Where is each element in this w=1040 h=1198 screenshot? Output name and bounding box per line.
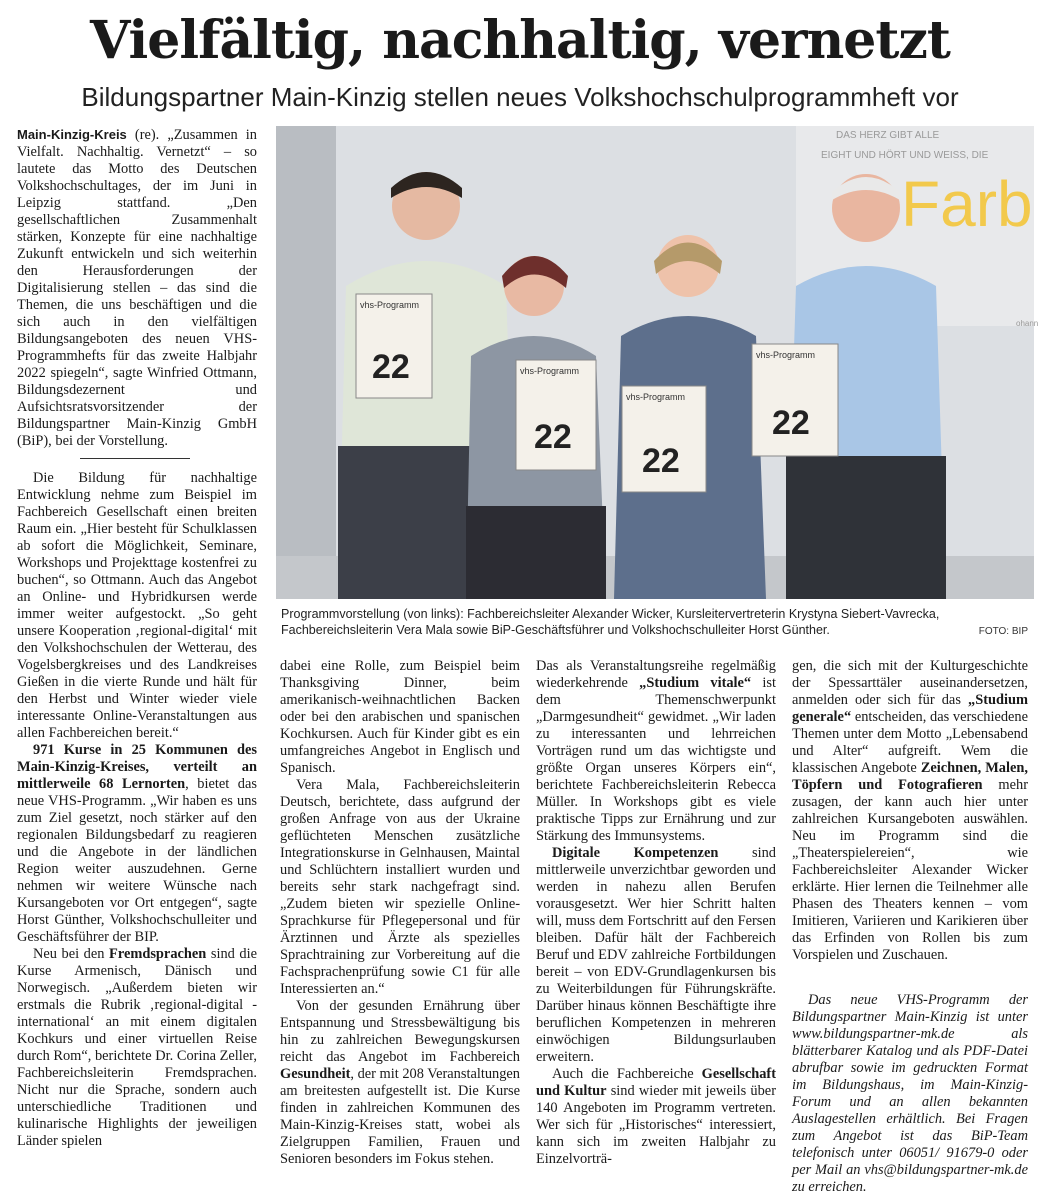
bold-term: Gesundheit [280, 1066, 351, 1082]
paragraph-text: Von der gesunden Ernährung über Entspannung und Stressbewältigung bis hin zu zahlreichen Bewegungskursen reicht das Angebot im Fachbereich [280, 998, 520, 1065]
booklet-3 [622, 386, 706, 492]
paragraph [536, 658, 776, 845]
article-photo [276, 126, 1039, 599]
paragraph [536, 845, 776, 1066]
bold-lead: 971 Kurse in 25 Kommunen des Main-Kinzig-Kreises, verteilt an mittlerweile 68 Lernorten [17, 742, 257, 792]
bold-term: Digitale Kompetenzen [552, 845, 719, 861]
article-column-1 [17, 126, 257, 450]
paragraph-text: entscheiden, das verschiedene Themen unter dem Motto „Lebensabend und Alter“ aufgreift. Wem die klassischen Angebote [792, 709, 1028, 776]
paragraph-text: ist dem Themenschwerpunkt „Darmgesundheit“ gewidmet. „Wir laden zu interessanten und lehrreichen Vorträgen rund um das wichtigste und größte Organ unseres Körpers ein“, berichtete Fachbereichsleiterin Rebecca Müller. In Workshops gibt es viele praktische Tipps zur Ernährung und zur Stärkung des Immunsystems. [536, 675, 776, 844]
paragraph-text: Das als Veranstaltungsreihe regelmäßig wiederkehrende [536, 658, 776, 691]
paragraph [280, 998, 520, 1168]
paragraph-text: sind mittlerweile unverzichtbar geworden und werden in nahezu allen Berufen vorausgesetzt. Wer hier Schritt halten will, muss dem Fortschritt auf den Fersen bleiben. Dafür hält der Fachbereich Beruf und EDV zahlreiche Fortbildungen bereit – von EDV-Grundlagenkursen bis zu Weiterbildungen für Führungskräfte. Darüber hinaus können Beschäftigte ihre beruflichen Kompetenzen in mehreren einwöchigen Bildungsurlauben erweitern. [536, 845, 776, 1065]
booklet-4 [752, 344, 838, 456]
paragraph-text: , der mit 208 Veranstaltungen am breitesten aufgestellt ist. Die Kurse finden in zahlreichen Kommunen des Main-Kinzig-Kreises statt, wobei als Zielgruppen Familien, Frauen und Senioren besonders im Fokus stehen. [280, 1066, 520, 1167]
paragraph-text: Neu bei den [33, 946, 110, 962]
svg-text:22: 22 [372, 348, 410, 386]
photo-illustration [276, 126, 1039, 599]
paragraph [536, 1066, 776, 1168]
subheadline: Bildungspartner Main-Kinzig stellen neues Volkshochschulprogrammheft vor [81, 82, 959, 112]
paragraph [17, 742, 257, 946]
paragraph: Vera Mala, Fachbereichsleiterin Deutsch, berichtete, dass aufgrund der großen Anfrage von aus der Ukraine geflüchteten Menschen zusätzliche Integrationskurse in Gelnhausen, Maintal und Schlüchtern installiert wurden und bereits sehr stark nachgefragt sind. „Zudem bieten wir spezielle Online-Sprachkurse für Pflegepersonal und für Ärztinnen und Ärzte als spezielles Sprachtraining zur Vorbereitung auf die Fachsprachenprüfung sowie C1 für alle Interessierten an.“ [280, 777, 520, 997]
lead-paragraph [17, 126, 257, 450]
svg-text:22: 22 [642, 442, 680, 480]
booklet-1 [356, 294, 432, 398]
paragraph-text: Auch die Fachbereiche [552, 1066, 702, 1082]
wall-text-2: EIGHT UND HÖRT UND WEISS, DIE [821, 150, 989, 161]
lead-text: (re). „Zusammen in Vielfalt. Nachhaltig. Vernetzt“ – so lautete das Motto des Deutschen Volkshochschultages, der im Juni in Leipzig stattfand. „Den gesellschaftlichen Zusammenhalt stärken, Konzepte für eine nachhaltige Zukunft entwickeln und sich weiterhin den Herausforderungen der Digitalisierung stellen – das sind die Themen, die uns beschäftigen und die sich auch in den vielfältigen Bildungsangeboten des neuen VHS-Programmhefts für das zweite Halbjahr 2022 spiegeln“, sagte Winfried Ottmann, Bildungsdezernent und Aufsichtsratsvorsitzender der Bildungspartner Main-Kinzig GmbH (BiP), bei der Vorstellung. [17, 127, 257, 449]
article-column-4 [792, 658, 1028, 964]
paragraph: Die Bildung für nachhaltige Entwicklung nehme zum Beispiel im Fachbereich Gesellschaft einen breiten Raum ein. „Hier besteht für Schulklassen ab sofort die Möglichkeit, Seminare, Workshops und Projekttage kostenfrei zu buchen“, so Ottmann. Auch das Angebot an Online- und Hybridkursen werde immer weiter aufgestockt. „So geht unsere Kooperation ‚regional-digital‘ mit den Volkshochschulen der Wetterau, des Vogelsbergkreises und des Landkreises Gießen in die vierte Runde und hält für den Herbst und Winter wieder viele interessante Online-Veranstaltungen aus allen Fachbereichen bereit.“ [17, 470, 257, 741]
closing-info [792, 992, 1028, 1196]
article-column-2 [280, 658, 520, 1168]
paragraph [17, 946, 257, 1150]
bold-term: Zeichnen, Malen, Töpfern und Fotografieren [792, 760, 1028, 793]
section-divider [80, 458, 190, 459]
paragraph: dabei eine Rolle, zum Beispiel beim Thanksgiving Dinner, beim amerikanisch-weihnachtlichen Backen oder bei den arabischen und spanischen Kochkursen. Auch für Kinder gibt es ein umfangreiches Angebot in Englisch und Spanisch. [280, 658, 520, 776]
paragraph-text: sind wieder mit jeweils über 140 Angeboten im Programm vertreten. Wer sich für „Historisches“ interessiert, kann sich im zweiten Halbjahr zu Einzelvorträ- [536, 1083, 776, 1167]
photo-caption: Programmvorstellung (von links): Fachbereichsleiter Alexander Wicker, Kursleitervertreterin Krystyna Siebert-Vavrecka, Fachbereichsleiterin Vera Mala sowie BiP-Geschäftsführer und Volkshochschulleiter Horst Günther. [281, 607, 940, 637]
paragraph-text: , bietet das neue VHS-Programm. „Wir haben es uns zum Ziel gesetzt, noch stärker auf den regionalen Bildungsbedarf zu reagieren und die Angebote in der ländlichen Region weiter auszudehnen. Gerne nehmen wir weitere Wünsche nach Kursangeboten vor Ort entgegen“, sagte Horst Günther, Volkshochschulleiter und Geschäftsführer der BIP. [17, 776, 257, 945]
svg-text:vhs-Programm: vhs-Programm [756, 350, 816, 360]
paragraph-text: gen, die sich mit der Kulturgeschichte der Spessarttäler auseinandersetzen, anmelden oder sich für das [792, 658, 1028, 708]
bold-term: „Studium vitale“ [639, 675, 752, 691]
booklet-2 [516, 360, 596, 470]
paragraph [792, 658, 1028, 964]
closing-paragraph: Das neue VHS-Programm der Bildungspartner Main-Kinzig ist unter www.bildungspartner-mk.de als blätterbarer Katalog und als PDF-Datei abrufbar sowie im gedruckten Format im Bildungshaus, im Main-Kinzig-Forum und an allen bekannten Auslagestellen erhältlich. Bei Fragen zum Angebot ist das BiP-Team telefonisch unter 06051/ 91679-0 oder per Mail an vhs@bildungspartner-mk.de zu erreichen. [792, 992, 1028, 1195]
article-column-3 [536, 658, 776, 1168]
dateline: Main-Kinzig-Kreis [17, 127, 127, 142]
paragraph-text: mehr zusagen, der kann auch hier unter zahlreichen Kursangeboten auswählen. Neu im Programm sind die „Theaterspielereien“, wie Fachbereichsleiter Alexander Wicker erklärte. Hier lernen die Teilnehmer alle Phasen des Theaters kennen – vom Imitieren, Variieren und Karikieren über das Erfinden von Rollen bis zum Vorspielen und Zuschauen. [792, 777, 1028, 963]
headline: Vielfältig, nachhaltig, vernetzt [90, 10, 950, 71]
paragraph-text: sind die Kurse Armenisch, Dänisch und Norwegisch. „Außerdem bieten wir erstmals die Rubrik ‚regional-digital -international‘ an mit einem digitalen Kochkurs und einer virtuellen Reise durch Rom“, berichtete Dr. Corina Zeller, Fachbereichsleiterin Fremdsprachen. Nicht nur die Sprache, sondern auch unterschiedliche Traditionen und kulinarische Highlights der jeweiligen Länder spielen [17, 946, 257, 1149]
wall-word: Farb [901, 168, 1033, 240]
svg-text:vhs-Programm: vhs-Programm [360, 300, 420, 310]
wall-text-1: DAS HERZ GIBT ALLE [836, 130, 940, 141]
article-column-1-continued [17, 470, 257, 1150]
svg-text:vhs-Programm: vhs-Programm [520, 366, 580, 376]
svg-text:vhs-Programm: vhs-Programm [626, 392, 686, 402]
bold-term: „Studium generale“ [792, 692, 1028, 725]
svg-text:22: 22 [772, 404, 810, 442]
svg-text:22: 22 [534, 418, 572, 456]
bold-term: Fremdsprachen [109, 946, 207, 962]
bold-term: Gesellschaft und Kultur [536, 1066, 776, 1099]
wall-small: ohann [1016, 319, 1039, 328]
photo-credit: FOTO: BIP [978, 626, 1028, 637]
